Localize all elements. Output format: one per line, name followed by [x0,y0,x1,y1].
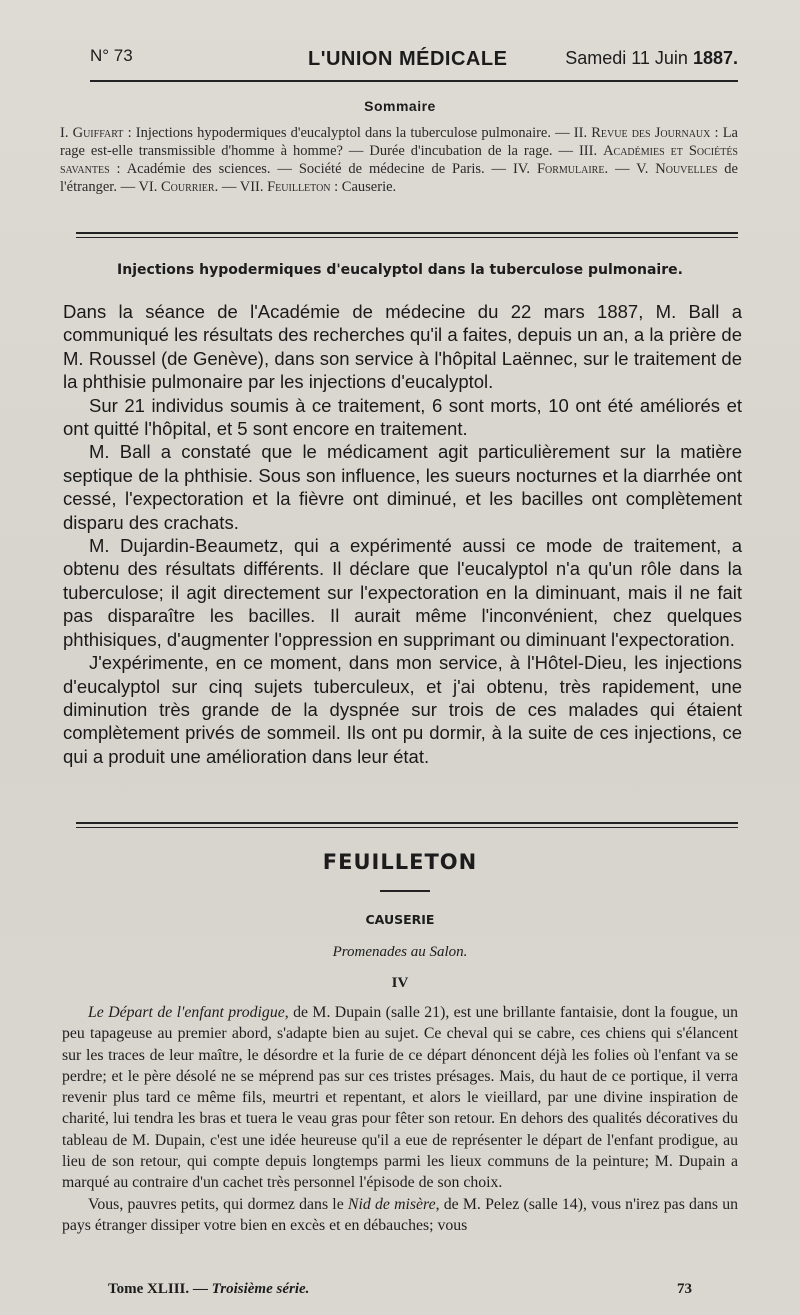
page-header [90,44,738,78]
article-paragraph: M. Dujardin-Beaumetz, qui a expérimenté aussi ce mode de traitement, a obtenu des résultats différents. Il déclare que l'eucalyptol n'a qu'un rôle dans la tuberculose; il agit directement sur l'expectoration en la diminuant, mais il ne fait pas disparaître les bacilles. Il aurait même l'inconvénient, chez quelques phthisiques, d'augmenter l'oppression en supprimant ou diminuant l'expectoration. [63,535,742,650]
feuilleton-title: FEUILLETON [322,850,478,874]
journal-title: L'UNION MÉDICALE [308,48,508,70]
page-number: 73 [677,1281,692,1297]
article-paragraph: J'expérimente, en ce moment, dans mon service, à l'Hôtel-Dieu, les injections d'eucalyptol sur cinq sujets tuberculeux, et j'ai obtenu, très rapidement, une diminution très grande de la dyspnée sur trois de ces malades qui étaient complètement privés de sommeil. Ils ont pu dormir, à la suite de ces injections, ce qui a produit une amélioration dans leur état. [63,652,742,767]
painting-title: Nid de misère [347,1195,436,1213]
painting-title: Le Départ de l'enfant prodigue [88,1004,285,1021]
sommaire-item: I. Guiffart : Injections hypodermiques d'eucalyptol dans la tuberculose pulmonaire. — [60,125,574,141]
header-rule [90,80,738,82]
issue-date [565,48,738,69]
issue-number: N° 73 [90,46,133,65]
sommaire-title: Sommaire [364,98,436,114]
section-title: CAUSERIE [365,912,435,927]
sommaire-item: VII. Feuilleton : Causerie. [239,179,397,195]
article-body [63,300,742,768]
date-year: 1887. [692,48,738,68]
section-subtitle: Promenades au Salon. [332,944,468,960]
sommaire-item: VI. Courrier. — [138,179,240,195]
sommaire-item: II. Revue des Journaux : La rage est-elle transmissible d'homme à homme? — Durée d'incubation de la rage. — [60,125,738,159]
sommaire-body [60,124,738,196]
part-number: IV [391,975,409,991]
page-footer [108,1281,692,1303]
feuilleton-body [62,1002,738,1236]
sommaire-item: III. Académies et Sociétés savantes : Académie des sciences. — Société de médecine de Paris. — [60,143,738,177]
feuilleton-paragraph: Vous, pauvres petits, qui dormez dans le Nid de misère, de M. Pelez (salle 14), vous n'irez pas dans un pays étranger dissiper votre bien en excès et en débauches; vous [62,1195,739,1234]
volume-info: Tome XLIII. — Troisième série. [108,1281,310,1297]
sommaire-item: V. Nouvelles de l'étranger. — [60,161,738,195]
article-paragraph: Dans la séance de l'Académie de médecine du 22 mars 1887, M. Ball a communiqué les résultats des recherches qu'il a faites, depuis un an, a la prière de M. Roussel (de Genève), dans son service à l'hôpital Laënnec, sur le traitement de la phthisie pulmonaire par les injections d'eucalyptol. [63,301,742,393]
feuilleton-title-bar [380,890,430,892]
article-paragraph: M. Ball a constaté que le médicament agit particulièrement sur la matière septique de la phthisie. Sous son influence, les sueurs nocturnes et la diarrhée ont cessé, l'expectoration et la fièvre ont diminué, et les bacilles ont complètement disparu des crachats. [63,441,742,533]
sommaire-divider [76,232,738,238]
feuilleton-paragraph: Le Départ de l'enfant prodigue, de M. Dupain (salle 21), est une brillante fantaisie, dont la fougue, un peu tapageuse au premier abord, s'adapte bien au sujet. Ce cheval qui se cabre, ces chiens qui s'élancent sur les traces de leur maître, le désordre et la furie de ce départ dénoncent déjà les folies où l'enfant va se perdre; et le père désolé ne se méprend pas sur ces tristes présages. Mais, du haut de ce portique, il verra revenir plus tard ce même fils, meurtri et repentant, et alors le vieillard, par une divine inspiration de charité, lui tendra les bras et tuera le veau gras pour fêter son retour. En dehors des qualités décoratives du tableau de M. Dupain, c'est une idée heureuse qu'il a eue de représenter le départ de l'enfant prodigue, au lieu de son retour, qui compte depuis longtemps parmi les lieux communs de la peinture; M. Dupain a marqué au contraire d'un cachet très personnel l'épisode de son choix. [62,1004,738,1192]
date-prefix: Samedi 11 Juin [565,48,693,68]
feuilleton-divider [76,822,738,828]
article-title: Injections hypodermiques d'eucalyptol dans la tuberculose pulmonaire. [117,262,683,278]
sommaire-item: IV. Formulaire. — [512,161,637,177]
article-paragraph: Sur 21 individus soumis à ce traitement, 6 sont morts, 10 ont été améliorés et ont quitté l'hôpital, et 5 sont encore en traitement. [63,394,742,440]
